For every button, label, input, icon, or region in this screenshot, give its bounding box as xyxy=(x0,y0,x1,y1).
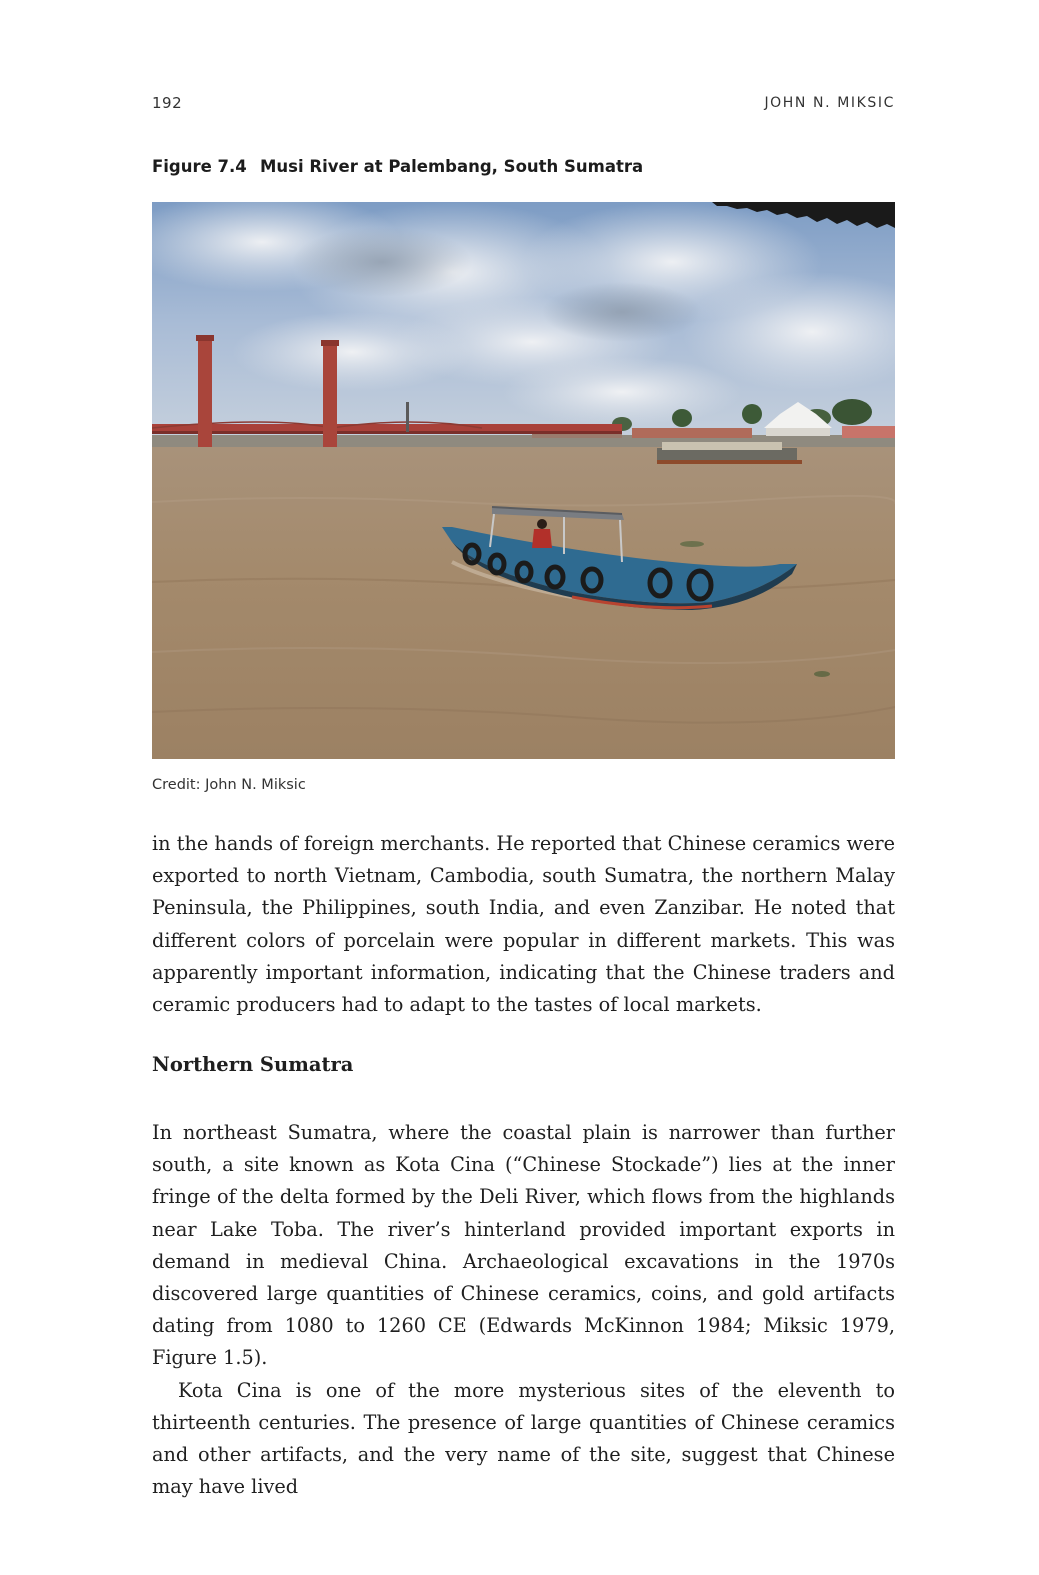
running-head-author: JOHN N. MIKSIC xyxy=(764,95,895,111)
body-section-text xyxy=(152,1117,895,1503)
body-paragraph-1 xyxy=(152,828,895,1021)
body-paragraph-2: In northeast Sumatra, where the coastal plain is narrower than further south, a site known as Kota Cina (“Chinese Stockade”) lies at the inner fringe of the delta formed by the Deli River, which flows from the highlands near Lake Toba. The river’s hinterland provided important exports in demand in medieval China. Archaeological excavations in the 1970s discovered large quantities of Chinese ceramics, coins, and gold artifacts dating from 1080 to 1260 CE (Edwards McKinnon 1984; Miksic 1979, Figure 1.5). xyxy=(152,1121,895,1370)
running-head xyxy=(152,94,895,118)
figure-caption xyxy=(152,157,895,176)
body-paragraph-3: Kota Cina is one of the more mysterious sites of the eleventh to thirteenth centuries. The presence of large quantities of Chinese ceramics and other artifacts, and the very name of the site, suggest that Chinese may have lived xyxy=(152,1378,895,1499)
section-heading: Northern Sumatra xyxy=(152,1053,354,1076)
paragraph-text: in the hands of foreign merchants. He reported that Chinese ceramics were exported to north Vietnam, Cambodia, south Sumatra, the northern Malay Peninsula, the Philippines, south India, and even Zanzibar. He noted that different colors of porcelain were popular in different markets. This was apparently important information, indicating that the Chinese traders and ceramic producers had to adapt to the tastes of local markets. xyxy=(152,832,896,1017)
figure-label: Figure 7.4 xyxy=(152,157,247,176)
figure-title: Musi River at Palembang, South Sumatra xyxy=(260,157,644,176)
river-photograph xyxy=(152,202,895,759)
page-number: 192 xyxy=(152,94,183,112)
photo-credit: Credit: John N. Miksic xyxy=(152,777,306,793)
